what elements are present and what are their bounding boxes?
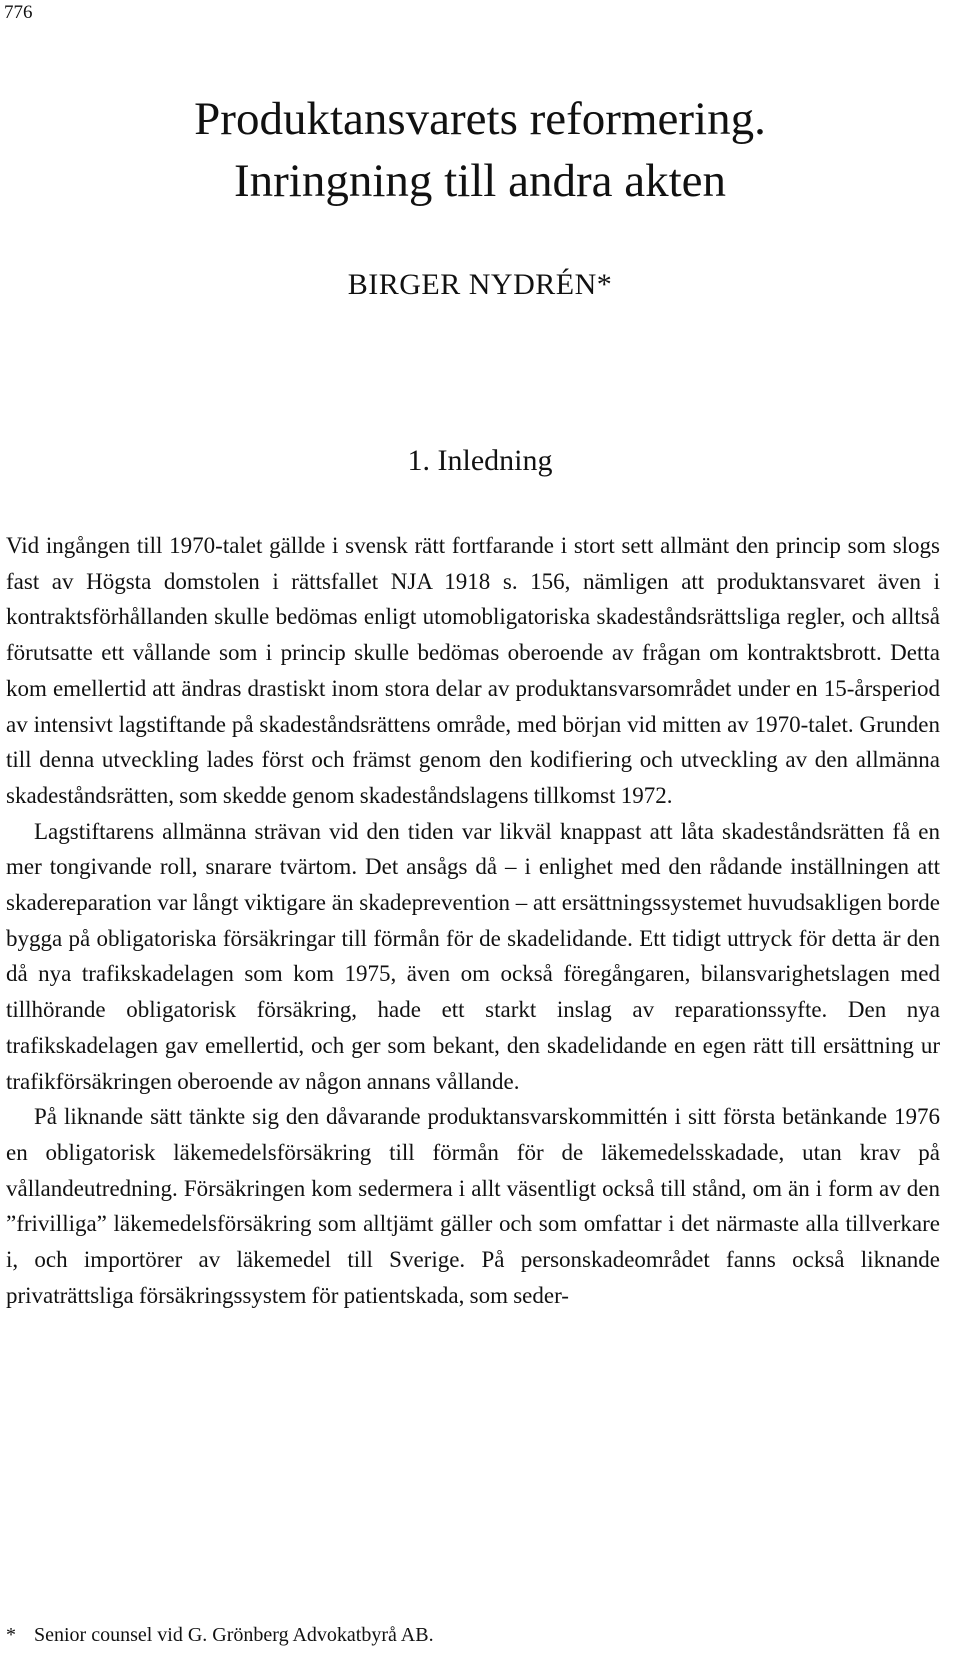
article-title-line-2: Inringning till andra akten [233,155,727,207]
author-name: BIRGER NYDRÉN* [347,268,613,301]
page-number: 776 [4,2,33,23]
footnote-text: Senior counsel vid G. Grönberg Advokatbyrå AB. [34,1624,434,1646]
body-text [6,528,940,1313]
section-heading: 1. Inledning [407,444,553,477]
paragraph-1: Vid ingången till 1970-talet gällde i svensk rätt fortfarande i stort sett allmänt den princip som slogs fast av Högsta domstolen i rättsfallet NJA 1918 s. 156, nämligen att produktansvaret även i kontraktsförhållanden skulle bedömas enligt utomobligatoriska skadeståndsrättsliga regler, och alltså förutsatte ett vållande som i princip skulle bedömas oberoende av frågan om kontraktsbrott. Detta kom emellertid att ändras drastiskt inom stora delar av produktansvarsområdet under en 15-årsperiod av intensivt lagstiftande på skadeståndsrättens område, med början vid mitten av 1970-talet. Grunden till denna utveckling lades först och främst genom den kodifiering och utveckling av den allmänna skadeståndsrätten, som skedde genom skadeståndslagens tillkomst 1972. [6,533,940,808]
footnote [6,1624,434,1647]
paragraph-3: På liknande sätt tänkte sig den dåvarande produktansvarskommittén i sitt första betänkande 1976 en obligatorisk läkemedelsförsäkring till förmån för de läkemedelsskadade, utan krav på vållandeutredning. Försäkringen kom sedermera i allt väsentligt också till stånd, om än i form av den ”frivilliga” läkemedelsförsäkring som alltjämt gäller och som omfattar i det närmaste alla tillverkare i, och importörer av läkemedel till Sverige. På personskadeområdet fanns också liknande privaträttsliga försäkringssystem för patientskada, som seder- [6,1104,940,1308]
article-title [0,88,960,212]
footnote-mark: * [6,1624,16,1646]
footnote-divider [6,1604,306,1605]
article-title-line-1: Produktansvarets reformering. [194,93,766,145]
paragraph-2: Lagstiftarens allmänna strävan vid den tiden var likväl knappast att låta skadeståndsrätten få en mer tongivande roll, snarare tvärtom. Det ansågs då – i enlighet med den rådande inställningen att skadereparation var långt viktigare än skadeprevention – att ersättningssystemet huvudsakligen borde bygga på obligatoriska försäkringar till förmån för de skadelidande. Ett tidigt uttryck för detta är den då nya trafikskadelagen som kom 1975, även om också föregångaren, bilansvarighetslagen med tillhörande obligatorisk försäkring, hade ett starkt inslag av reparationssyfte. Den nya trafikskadelagen gav emellertid, och ger som bekant, den skadelidande en egen rätt till ersättning ur trafikförsäkringen oberoende av någon annans vållande. [6,818,940,1094]
